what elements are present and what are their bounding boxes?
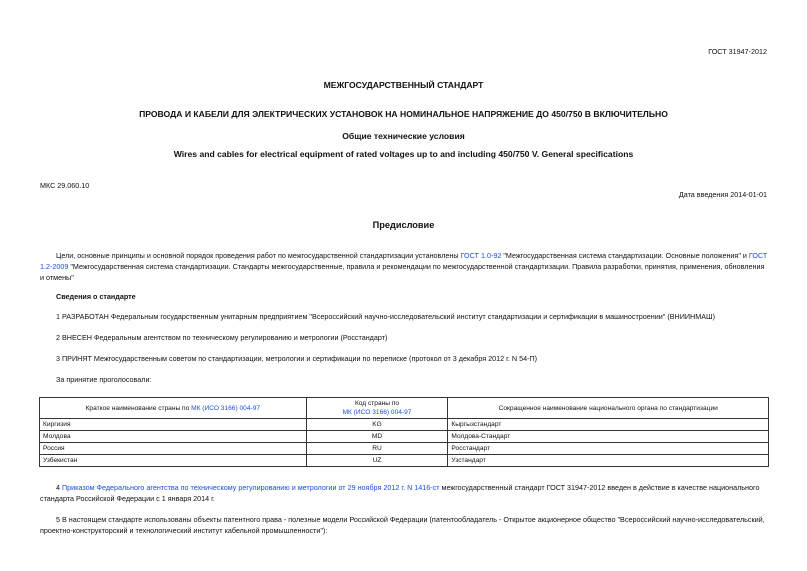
item-5-patents: 5 В настоящем стандарте использованы объекты патентного права - полезные модели Российской Федерации (патентообладатель - Открытое акционерное общество "Всероссийский научно-исследовательский, проектно-конструкторский и технологический институт кабельной промышленности"): bbox=[40, 515, 765, 535]
p1-text-b: "Межгосударственная система стандартизации. Основные положения" и bbox=[501, 251, 749, 260]
mk-iso-link[interactable]: МК (ИСО 3166) 004-97 bbox=[342, 409, 412, 416]
country-cell: Узбекистан bbox=[40, 455, 307, 467]
body-cell: Молдова-Стандарт bbox=[448, 431, 769, 443]
header-country-code bbox=[306, 398, 448, 419]
header-code-text: Код страны по bbox=[354, 400, 400, 407]
subtitle-ru: Общие технические условия bbox=[342, 131, 465, 141]
item4-text-a: 4 bbox=[56, 483, 62, 492]
table-row bbox=[40, 431, 769, 443]
header-country-text: Краткое наименование страны по bbox=[85, 404, 192, 412]
code-cell: KG bbox=[306, 419, 448, 431]
mk-iso-link[interactable]: МК (ИСО 3166) 004-97 bbox=[191, 404, 261, 412]
code-cell: MD bbox=[306, 431, 448, 443]
table-row bbox=[40, 443, 769, 455]
order-link[interactable]: Приказом Федерального агентства по техническому регулированию и метрологии от 29 ноября 2012 г. N 1416-ст bbox=[62, 483, 440, 492]
body-cell: Росстандарт bbox=[448, 443, 769, 455]
p1-text-a: Цели, основные принципы и основной порядок проведения работ по межгосударственной стандартизации установлены bbox=[56, 251, 461, 260]
code-cell: UZ bbox=[306, 455, 448, 467]
body-cell: Кыргызстандарт bbox=[448, 419, 769, 431]
item4-text-b: межгосударственный стандарт ГОСТ 31947-2012 введен в действие в качестве национального стандарта Российской Федерации с 1 января 2014 г. bbox=[40, 483, 760, 503]
table-row bbox=[40, 419, 769, 431]
code-cell: RU bbox=[306, 443, 448, 455]
standard-type: МЕЖГОСУДАРСТВЕННЫЙ СТАНДАРТ bbox=[323, 80, 484, 90]
country-cell: Киргизия bbox=[40, 419, 307, 431]
item-3-adopted: 3 ПРИНЯТ Межгосударственным советом по стандартизации, метрологии и сертификации по переписке (протокол от 3 декабря 2012 г. N 54-П) bbox=[56, 354, 538, 363]
table-header-row bbox=[40, 398, 769, 419]
body-cell: Узстандарт bbox=[448, 455, 769, 467]
intro-date: Дата введения 2014-01-01 bbox=[678, 190, 767, 199]
header-country-name bbox=[40, 398, 307, 419]
title-en: Wires and cables for electrical equipment of rated voltages up to and including 450/750 V. General specifications bbox=[173, 149, 634, 159]
country-cell: Россия bbox=[40, 443, 307, 455]
header-national-body: Сокращенное наименование национального органа по стандартизации bbox=[448, 398, 769, 419]
info-heading: Сведения о стандарте bbox=[56, 292, 136, 301]
voted-label: За принятие проголосовали: bbox=[56, 375, 152, 384]
preface-heading: Предисловие bbox=[372, 220, 435, 230]
preface-paragraph-1 bbox=[40, 250, 769, 283]
country-cell: Молдова bbox=[40, 431, 307, 443]
item-1-developed: 1 РАЗРАБОТАН Федеральным государственным унитарным предприятием "Всероссийский научно-исследовательский институт стандартизации и сертификации в машиностроении" (ВНИИНМАШ) bbox=[56, 312, 715, 321]
countries-table bbox=[39, 397, 769, 467]
item-4-order bbox=[40, 482, 769, 504]
gost-1-0-92-link[interactable]: ГОСТ 1.0-92 bbox=[460, 251, 502, 260]
item-2-submitted: 2 ВНЕСЕН Федеральным агентством по техническому регулированию и метрологии (Росстандарт) bbox=[56, 333, 388, 342]
gost-number: ГОСТ 31947-2012 bbox=[708, 47, 767, 56]
mks-code: МКС 29.060.10 bbox=[40, 181, 90, 190]
title-ru: ПРОВОДА И КАБЕЛИ ДЛЯ ЭЛЕКТРИЧЕСКИХ УСТАНОВОК НА НОМИНАЛЬНОЕ НАПРЯЖЕНИЕ ДО 450/750 В ВКЛЮЧИТЕЛЬНО bbox=[139, 109, 668, 119]
gost-1-2-2009-link[interactable]: ГОСТ 1.2-2009 bbox=[40, 251, 768, 271]
p1-text-c: "Межгосударственная система стандартизации. Стандарты межгосударственные, правила и рекомендации по межгосударственной стандартизации. Правила разработки, принятия, применения, обновления и отмены" bbox=[40, 262, 765, 282]
table-row bbox=[40, 455, 769, 467]
